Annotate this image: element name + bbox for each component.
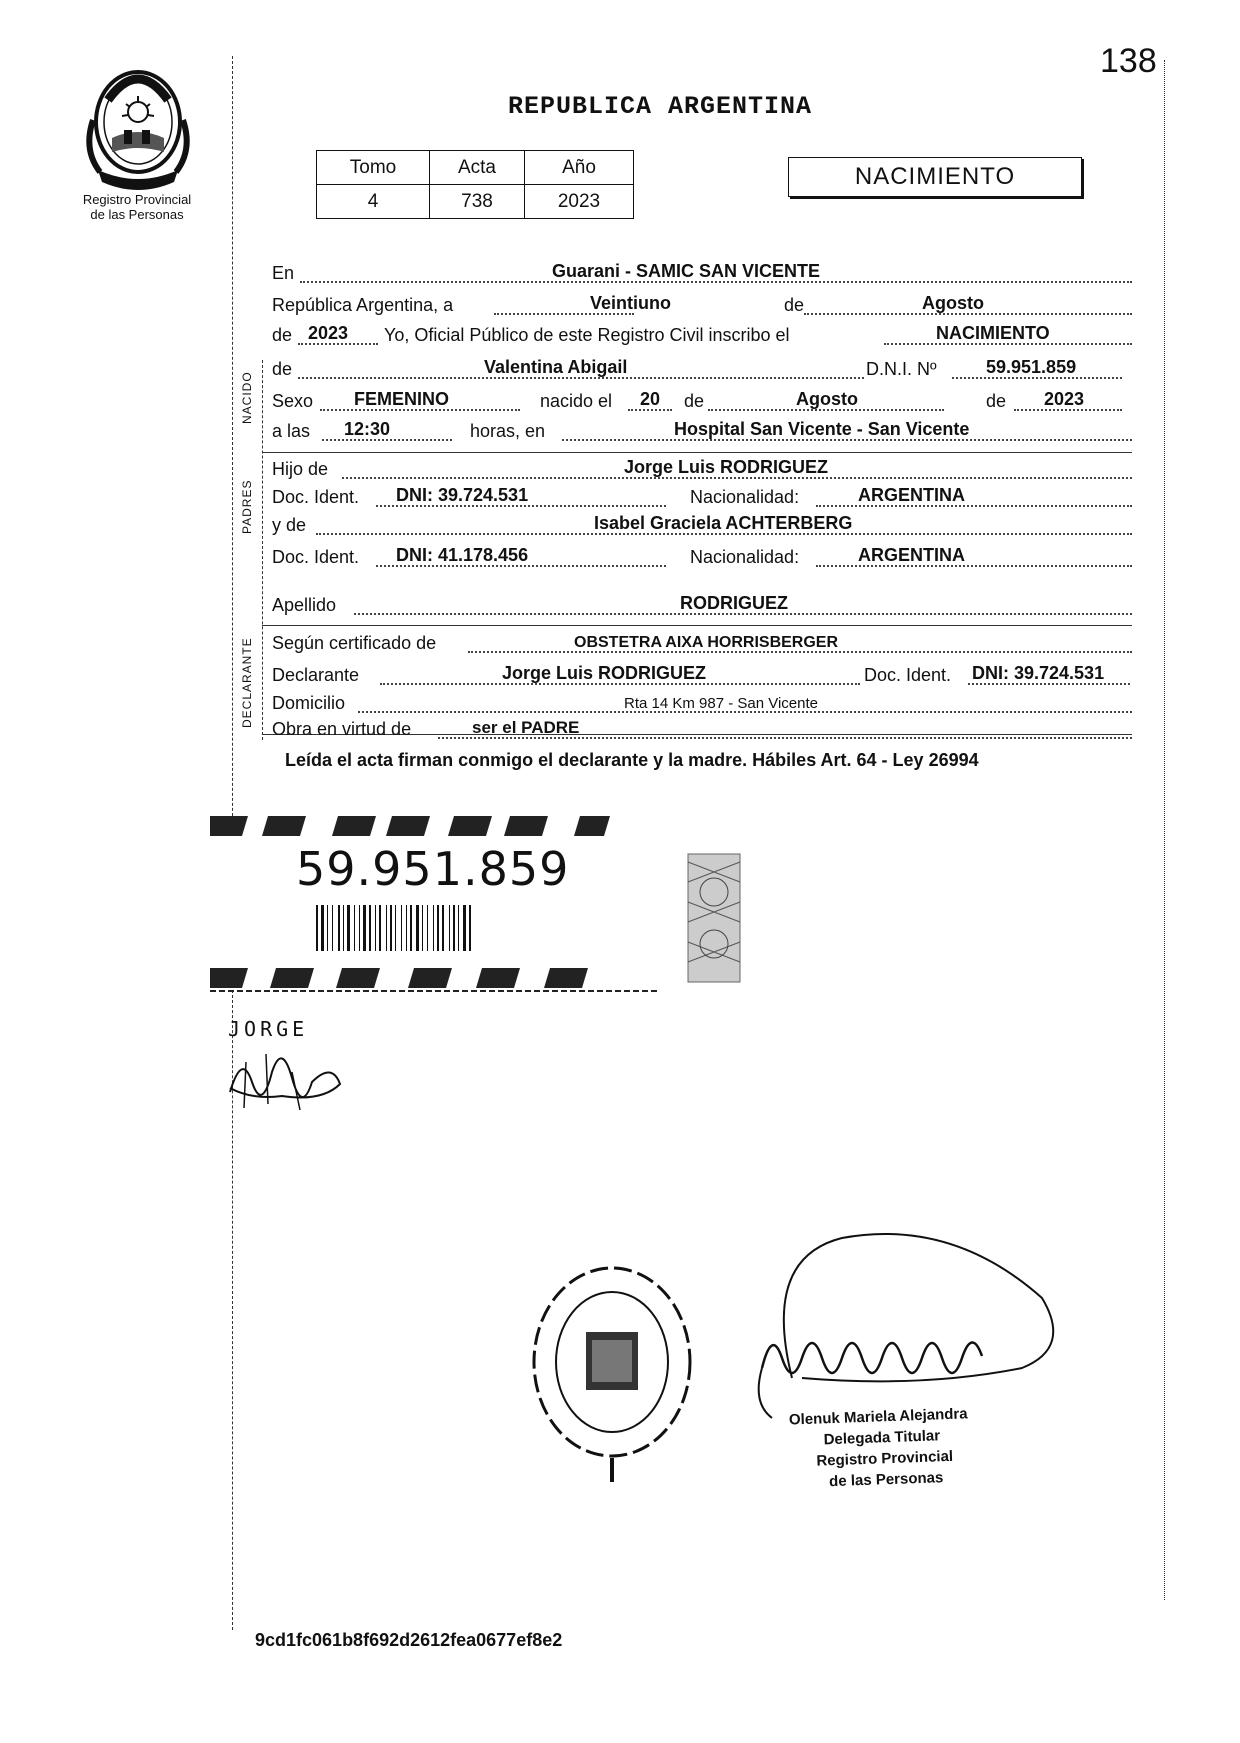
- father-nationality-label: Nacionalidad:: [690, 487, 800, 507]
- page-number: 138: [1100, 42, 1157, 80]
- capacity-label: Obra en virtud de: [272, 719, 412, 739]
- father-doc-label: Doc. Ident.: [272, 487, 360, 507]
- and-label: y de: [272, 515, 307, 535]
- father-doc: DNI: 39.724.531: [396, 485, 529, 505]
- surname-value: RODRIGUEZ: [680, 593, 788, 613]
- certificate-label: Según certificado de: [272, 633, 437, 653]
- mother-row: [272, 512, 1132, 538]
- security-pattern-bottom: [210, 964, 660, 992]
- mother-doc: DNI: 41.178.456: [396, 545, 529, 565]
- de-label: de: [784, 295, 805, 315]
- month-value: Agosto: [922, 293, 984, 313]
- mother-nationality-label: Nacionalidad:: [690, 547, 800, 567]
- father-doc-row: [272, 484, 1132, 510]
- acta-header: Acta: [430, 151, 525, 185]
- time-label: a las: [272, 421, 311, 441]
- sex-value: FEMENINO: [354, 389, 450, 409]
- record-table: [316, 150, 634, 219]
- birth-place: Hospital San Vicente - San Vicente: [674, 419, 970, 439]
- barcode: [316, 905, 536, 951]
- dni-label: D.N.I. Nº: [866, 359, 937, 379]
- year-prefix-label: de: [272, 325, 293, 345]
- left-frame-line: [232, 56, 233, 836]
- certificate-row: [272, 630, 1132, 656]
- logo-caption: [62, 192, 212, 222]
- officer-text: Yo, Oficial Público de este Registro Civil inscribo el: [384, 325, 790, 345]
- address-row: [272, 690, 1132, 716]
- child-name: Valentina Abigail: [484, 357, 628, 377]
- father-name: Jorge Luis RODRIGUEZ: [624, 457, 829, 477]
- declarant-signature: [222, 1012, 352, 1122]
- official-registry-line: Registro Provincial: [816, 1447, 954, 1470]
- father-nationality: ARGENTINA: [858, 485, 965, 505]
- right-frame-line: [1164, 60, 1165, 1600]
- section-divider-line: [262, 360, 263, 740]
- declarant-label: Declarante: [272, 665, 360, 685]
- tomo-header: Tomo: [317, 151, 430, 185]
- sex-label: Sexo: [272, 391, 314, 411]
- legal-note: Leída el acta firman conmigo el declarante y la madre. Hábiles Art. 64 - Ley 26994: [285, 750, 979, 770]
- date-row: [272, 292, 1132, 318]
- officer-row: [272, 322, 1132, 348]
- born-label: nacido el: [540, 391, 613, 411]
- day-value: Veintiuno: [590, 293, 671, 313]
- logo-caption-line1: Registro Provincial: [82, 192, 192, 207]
- document-hash: 9cd1fc061b8f692d2612fea0677ef8e2: [255, 1630, 563, 1650]
- address-value: Rta 14 Km 987 - San Vicente: [624, 695, 819, 712]
- logo-caption-line2: de las Personas: [90, 207, 184, 222]
- official-stamp: [789, 1400, 1052, 1493]
- record-table-value-row: [317, 185, 634, 219]
- birth-year: 2023: [1044, 389, 1085, 409]
- tomo-value: 4: [317, 185, 430, 219]
- security-hologram-seal: [686, 852, 742, 984]
- certificate-value: OBSTETRA AIXA HORRISBERGER: [574, 634, 839, 651]
- republic-label: República Argentina, a: [272, 295, 454, 315]
- capacity-row: [272, 716, 1132, 742]
- mother-doc-row: [272, 544, 1132, 570]
- year-value: 2023: [525, 185, 634, 219]
- child-dni: 59.951.859: [986, 357, 1077, 377]
- declarant-name: Jorge Luis RODRIGUEZ: [502, 663, 707, 683]
- declarant-doc-label: Doc. Ident.: [864, 665, 952, 685]
- record-table-header-row: [317, 151, 634, 185]
- mother-doc-label: Doc. Ident.: [272, 547, 360, 567]
- section-separator-parents: [262, 625, 1132, 626]
- country-title: REPUBLICA ARGENTINA: [508, 92, 813, 121]
- declarant-signature-text: JORGE: [228, 1017, 309, 1041]
- official-registry-seal: [528, 1262, 696, 1492]
- year-value-text: 2023: [308, 323, 349, 343]
- time-row: [272, 418, 1132, 444]
- provincial-coat-of-arms-logo: [78, 60, 198, 190]
- declarant-doc: DNI: 39.724.531: [972, 663, 1105, 683]
- record-type-box: NACIMIENTO: [788, 157, 1082, 197]
- capacity-value: ser el PADRE: [472, 718, 580, 737]
- surname-row: [272, 592, 1132, 618]
- year-header: Año: [525, 151, 634, 185]
- section-separator-born: [262, 452, 1132, 453]
- child-of-label: Hijo de: [272, 459, 329, 479]
- mother-name: Isabel Graciela ACHTERBERG: [594, 513, 853, 533]
- official-name-line: Olenuk Mariela Alejandra: [788, 1405, 968, 1429]
- declarant-row: [272, 662, 1132, 688]
- birth-day: 20: [640, 389, 661, 409]
- place-label: En: [272, 263, 295, 283]
- stub-id-number: 59.951.859: [296, 842, 570, 896]
- birth-month: Agosto: [796, 389, 858, 409]
- official-registry-line-2: de las Personas: [828, 1469, 944, 1491]
- birth-de-label-2: de: [986, 391, 1007, 411]
- section-label-parents: PADRES: [240, 479, 254, 534]
- section-label-born: NACIDO: [240, 371, 254, 424]
- birth-time: 12:30: [344, 419, 391, 439]
- official-signature: [722, 1218, 1062, 1428]
- acta-value: 738: [430, 185, 525, 219]
- father-row: [272, 456, 1132, 482]
- section-label-declarant: DECLARANTE: [240, 637, 254, 728]
- place-row: [272, 260, 1132, 286]
- hours-label: horas, en: [470, 421, 546, 441]
- child-name-row: [272, 356, 1132, 382]
- child-de-label: de: [272, 359, 293, 379]
- sex-row: [272, 388, 1132, 414]
- official-role-line: Delegada Titular: [823, 1427, 941, 1449]
- surname-label: Apellido: [272, 595, 337, 615]
- birth-de-label: de: [684, 391, 705, 411]
- mother-nationality: ARGENTINA: [858, 545, 965, 565]
- address-label: Domicilio: [272, 693, 346, 713]
- place-value: Guarani - SAMIC SAN VICENTE: [552, 261, 821, 281]
- security-pattern-top: [210, 812, 660, 840]
- event-value: NACIMIENTO: [936, 323, 1050, 343]
